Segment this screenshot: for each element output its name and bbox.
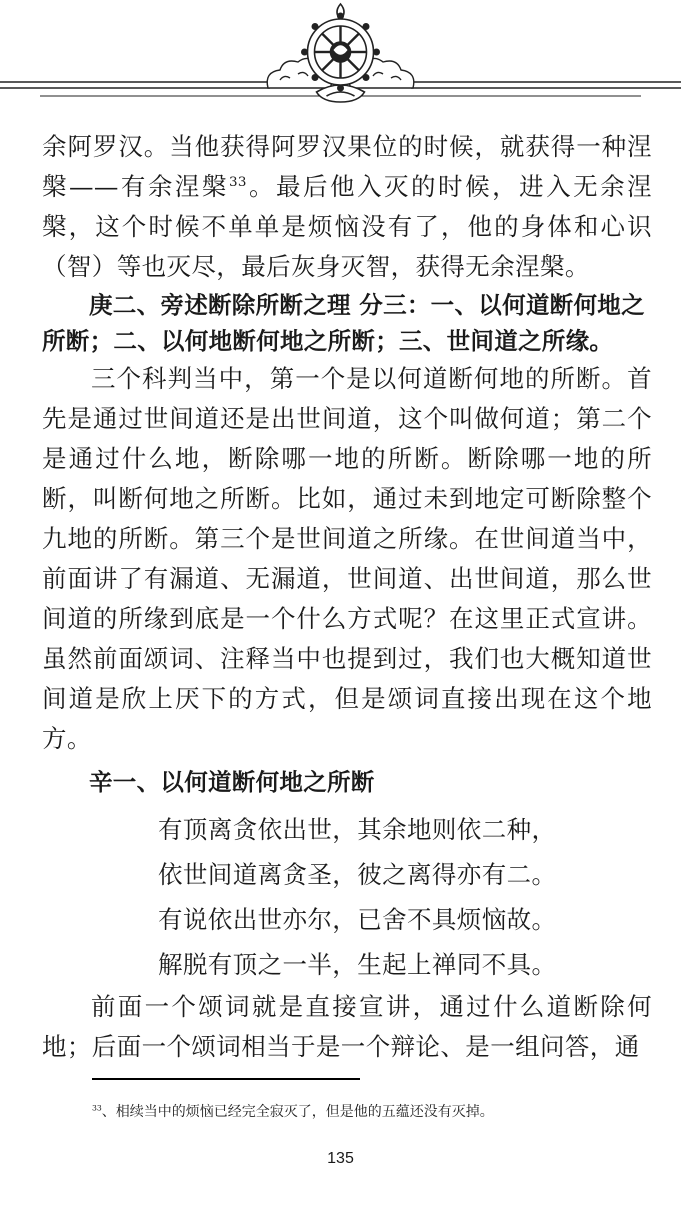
paragraph-1-text: 余阿罗汉。当他获得阿罗汉果位的时候，就获得一种涅槃——有余涅槃 (42, 132, 652, 201)
verse-line: 有说依出世亦尔，已舍不具烦恼故。 (158, 905, 557, 934)
footnote-divider (92, 1078, 360, 1080)
footnote-text: 、相续当中的烦恼已经完全寂灭了，但是他的五蕴还没有灭掉。 (101, 1104, 494, 1120)
header-ornament (0, 0, 681, 110)
section-heading-main: 庚二、旁述断除所断之理 分三：一、以何道断何地之所断；二、以何地断何地之所断；三、世间道之所缘。 (42, 291, 645, 355)
body-paragraph-3: 前面一个颂词就是直接宣讲，通过什么道断除何地；后面一个颂词相当于是一个辩论、是一组问答，通 (42, 992, 652, 1061)
verse-line: 解脱有顶之一半，生起上禅同不具。 (158, 950, 557, 979)
footnote-number: 33 (92, 1103, 102, 1113)
body-paragraph-2: 三个科判当中，第一个是以何道断何地的所断。首先是通过世间道还是出世间道，这个叫做何道；第二个是通过什么地，断除哪一地的所断。断除哪一地的所断，叫断何地之所断。比如，通过未到地定可断除整个九地的所断。第三个是世间道之所缘。在世间道当中，前面讲了有漏道、无漏道，世间道、出世间道，那么世间道的所缘到底是一个什么方式呢？在这里正式宣讲。虽然前面颂词、注释当中也提到过，我们也大概知道世间道是欣上厌下的方式，但是颂词直接出现在这个地方。 (42, 364, 652, 753)
verse-line: 有顶离贪依出世，其余地则依二种， (158, 815, 557, 844)
page-content (42, 127, 652, 1067)
verse-line: 依世间道离贪圣，彼之离得亦有二。 (158, 860, 557, 889)
paragraph-1-text-after: 。最后他入灭的时候，进入无余涅槃，这个时候不单单是烦恼没有了，他的身体和心识（智）等也灭尽，最后灰身灭智，获得无余涅槃。 (42, 172, 653, 281)
section-heading-sub: 辛一、以何道断何地之所断 (89, 768, 375, 796)
page-number: 135 (327, 1150, 354, 1167)
footnote (92, 1102, 652, 1122)
footnote-ref[interactable]: 33 (228, 173, 247, 190)
verse-block (158, 807, 652, 987)
body-paragraph-1 (42, 127, 652, 287)
